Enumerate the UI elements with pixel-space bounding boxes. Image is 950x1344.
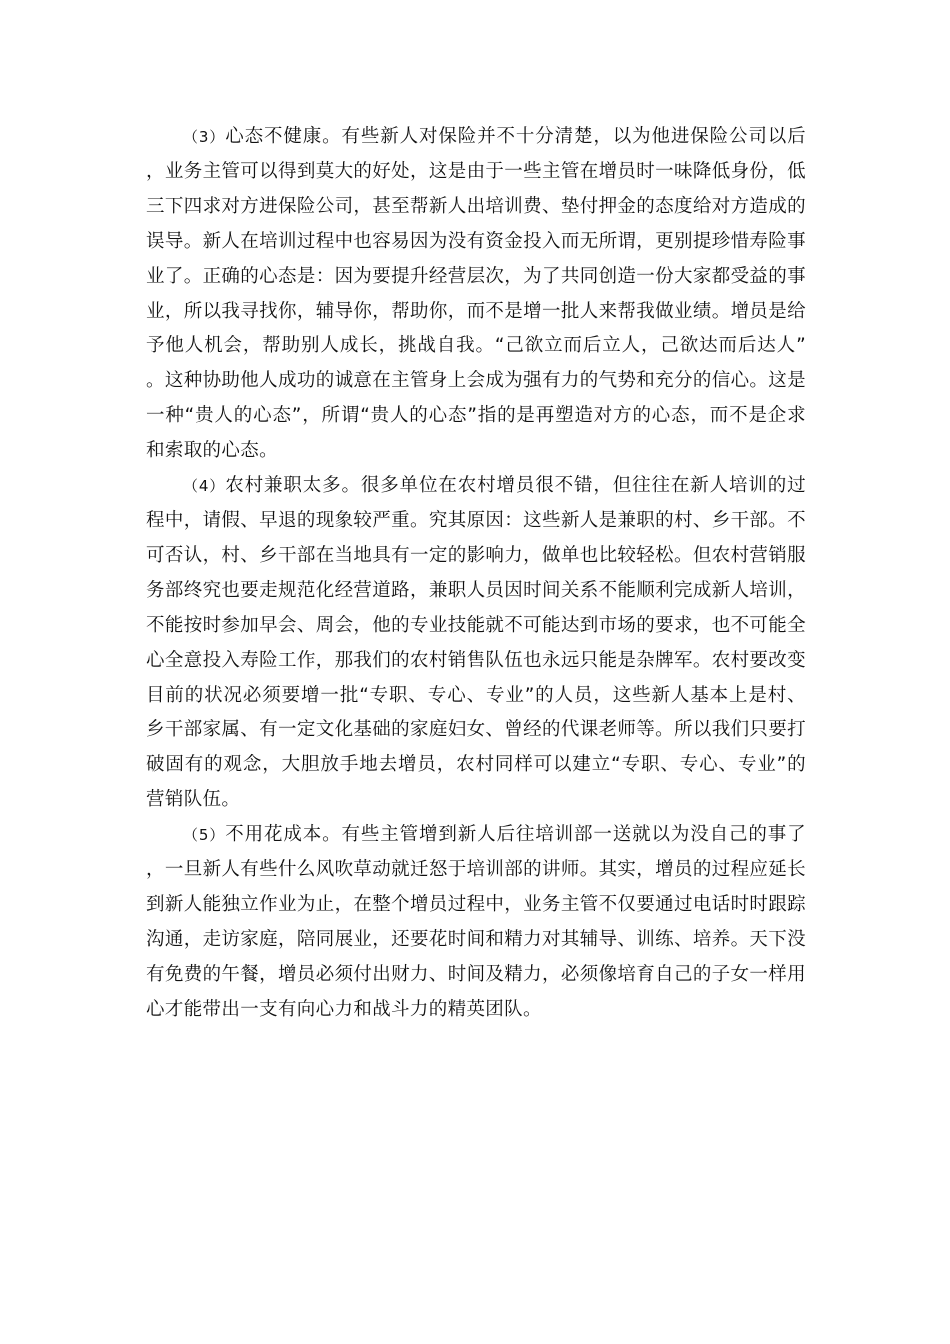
paragraph-3 bbox=[146, 120, 806, 469]
paragraph-4 bbox=[146, 469, 806, 818]
paragraph-text: 农村兼职太多。很多单位在农村增员很不错，但往往在新人培训的过程中，请假、早退的现象较严重。究其原因：这些新人是兼职的村、乡干部。不可否认，村、乡干部在当地具有一定的影响力，做单也比较轻松。但农村营销服务部终究也要走规范化经营道路，兼职人员因时间关系不能顺利完成新人培训，不能按时参加早会、周会，他的专业技能就不可能达到市场的要求，也不可能全心全意投入寿险工作，那我们的农村销售队伍也永远只能是杂牌军。农村要改变目前的状况必须要增一批“专职、专心、专业”的人员，这些新人基本上是村、乡干部家属、有一定文化基础的家庭妇女、曾经的代课老师等。所以我们只要打破固有的观念，大胆放手地去增员，农村同样可以建立“专职、专心、专业”的营销队伍。 bbox=[146, 475, 806, 811]
paragraph-text: 心态不健康。有些新人对保险并不十分清楚，以为他进保险公司以后，业务主管可以得到莫大的好处，这是由于一些主管在增员时一味降低身份，低三下四求对方进保险公司，甚至帮新人出培训费、垫付押金的态度给对方造成的误导。新人在培训过程中也容易因为没有资金投入而无所谓，更别提珍惜寿险事业了。正确的心态是：因为要提升经营层次，为了共同创造一份大家都受益的事业，所以我寻找你，辅导你，帮助你，而不是增一批人来帮我做业绩。增员是给予他人机会，帮助别人成长，挑战自我。“己欲立而后立人，己欲达而后达人” 。这种协助他人成功的诚意在主管身上会成为强有力的气势和充分的信心。这是一种“贵人的心态”，所谓“贵人的心态”指的是再塑造对方的心态，而不是企求和索取的心态。 bbox=[146, 126, 806, 462]
paragraph-5 bbox=[146, 818, 806, 1027]
document-page bbox=[146, 120, 806, 1028]
paragraph-number: （4） bbox=[183, 477, 226, 496]
paragraph-number: （5） bbox=[183, 826, 226, 845]
paragraph-number: （3） bbox=[183, 128, 226, 146]
paragraph-text: 不用花成本。有些主管增到新人后往培训部一送就以为没自己的事了，一旦新人有些什么风吹草动就迁怒于培训部的讲师。其实，增员的过程应延长到新人能独立作业为止，在整个增员过程中，业务主管不仅要通过电话时时跟踪沟通，走访家庭，陪同展业，还要花时间和精力对其辅导、训练、培养。天下没有免费的午餐，增员必须付出财力、时间及精力，必须像培育自己的子女一样用心才能带出一支有向心力和战斗力的精英团队。 bbox=[146, 824, 806, 1020]
